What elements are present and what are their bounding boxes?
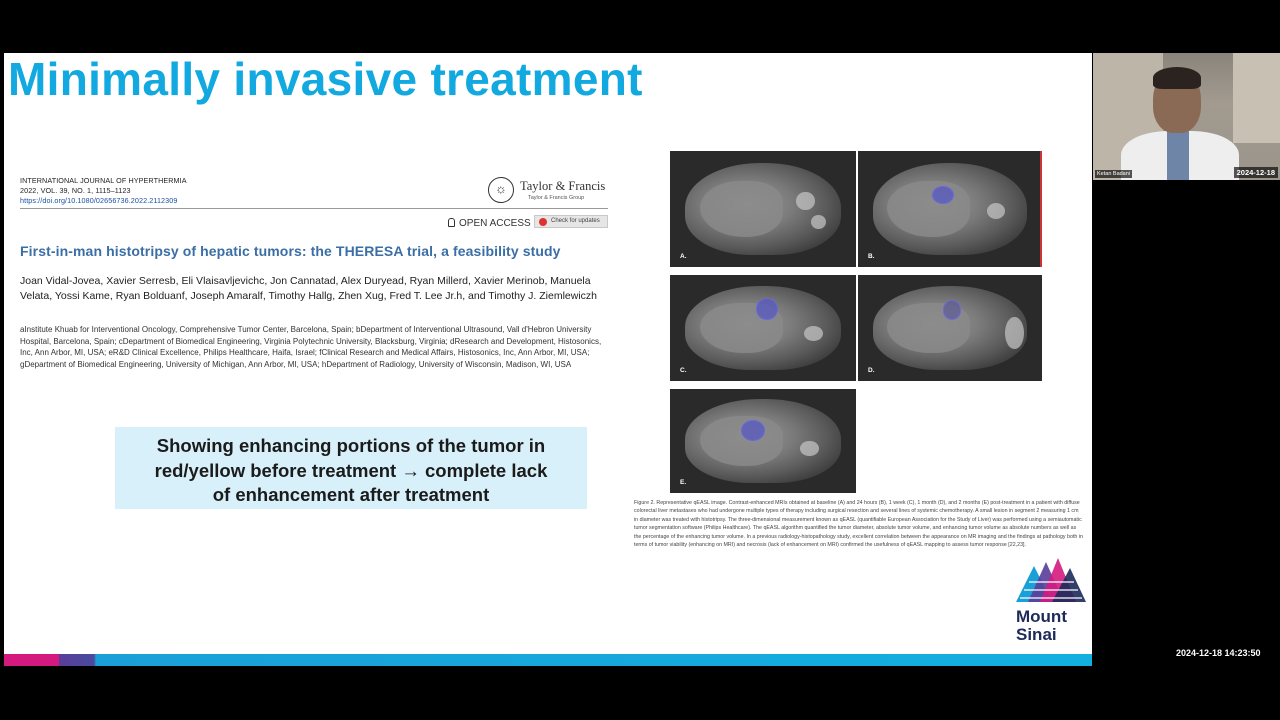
paper-title: First-in-man histotripsy of hepatic tumors: the THERESA trial, a feasibility study <box>20 243 561 259</box>
publisher-lamp-icon: ☼ <box>488 177 514 203</box>
paper-excerpt <box>20 173 610 413</box>
header-divider <box>20 208 608 209</box>
doi-link: https://doi.org/10.1080/02656736.2022.2112309 <box>20 196 178 205</box>
slide-title: Minimally invasive treatment <box>8 53 643 105</box>
open-lock-icon <box>448 218 455 227</box>
logo-line2: Sinai <box>1016 625 1057 644</box>
panel-label: A. <box>680 253 687 260</box>
open-access-badge <box>448 218 531 229</box>
mri-panel-b <box>858 151 1042 267</box>
mri-panel-a <box>670 151 856 267</box>
journal-name: INTERNATIONAL JOURNAL OF HYPERTHERMIA <box>20 176 187 185</box>
logo-line1: Mount <box>1016 607 1067 626</box>
panel-label: E. <box>680 479 687 486</box>
paper-authors: Joan Vidal-Jovea, Xavier Serresb, Eli Vlaisavljevichc, Jon Cannatad, Alex Duryead, Ryan Millerd, Xavier Merinob, Manuela Velata, Yossi Kame, Ryan Bolduanf, Joseph Amaralf, Timothy Hallg, Zhen Xug, Fred T. Lee Jr.h, and Timothy J. Ziemlewiczh <box>20 275 598 302</box>
panel-label: C. <box>680 367 687 374</box>
panel-label: D. <box>868 367 875 374</box>
taylor-francis-logo <box>488 175 608 205</box>
figure-caption: Figure 2. Representative qEASL image. Contrast-enhanced MRIs obtained at baseline (A) and 24 hours (B), 1 week (C), 1 month (D), and 2 months (E) post-treatment in a patient with diffuse colorectal liver metastases who had undergone multiple types of therapy including surgical resection and several lines of systemic chemotherapy. A small lesion in segment 2 measuring 1 cm in diameter was treated with histotripsy. The three-dimensional measurement known as qEASL (quantifiable European Association for the Study of Liver) was performed using a semiautomatic tumor segmentation software (Philips Healthcare). The qEASL algorithm quantified the tumor diameter, absolute tumor volume, and enhancing tumor volume as absolute numbers as well as the percentage of the enhancing tumor volume. In a previous radiology-histopathology study, excellent correlation between the appearance on MR imaging and the findings at pathology both in terms of tumor viability (enhancing on MRI) and necrosis (lack of enhancement on MRI) confirmed the usefulness of qEASL mapping to assess tumor response [22,23]. <box>634 500 1083 549</box>
publisher-name: Taylor & Francis <box>520 179 606 193</box>
logo-text <box>1016 608 1067 644</box>
callout-line: Showing enhancing portions of the tumor in <box>156 435 546 456</box>
slide-footer-bar <box>4 654 1092 666</box>
callout-line: of enhancement after treatment <box>212 484 490 505</box>
presentation-slide <box>4 53 1092 666</box>
journal-info <box>20 176 187 206</box>
panel-label: B. <box>868 253 875 260</box>
open-access-label: OPEN ACCESS <box>459 218 531 229</box>
paper-affiliations: aInstitute Khuab for Interventional Oncology, Comprehensive Tumor Center, Barcelona, Spain; bDepartment of Interventional Ultrasound, Vall d'Hebron University Hospital, Barcelona, Spain; cDepartment of Biomedical Engineering, Virginia Polytechnic University, Blacksburg, Virginia; dResearch and Development, Histosonics, Inc, Ann Arbor, MI, USA; eR&D Clinical Excellence, Philips Healthcare, Haifa, Israel; fClinical Research and Medical Affairs, Histosonics, Inc, Ann Arbor, MI, USA; gDepartment of Biomedical Engineering, University of Michigan, Ann Arbor, MI, USA; hDepartment of Radiology, University of Wisconsin, Madison, WI, USA <box>20 325 602 369</box>
callout-line: red/yellow before treatment → complete lack <box>154 459 548 481</box>
check-for-updates-badge <box>534 215 608 228</box>
crossmark-icon <box>539 218 547 226</box>
mount-sinai-logo <box>1016 558 1086 648</box>
mri-panel-e <box>670 389 856 493</box>
mount-sinai-mountains-icon <box>1016 558 1086 602</box>
webcam-video <box>1093 53 1280 180</box>
recording-timestamp: 2024-12-18 14:23:50 <box>1176 648 1261 658</box>
journal-volume: 2022, VOL. 39, NO. 1, 1115–1123 <box>20 186 131 195</box>
callout-box <box>115 427 587 509</box>
mri-panel-c <box>670 275 856 381</box>
webcam-date: 2024-12-18 <box>1234 167 1278 178</box>
mri-panel-d <box>858 275 1042 381</box>
check-updates-label: Check for updates <box>551 218 600 224</box>
publisher-sub: Taylor & Francis Group <box>528 195 585 201</box>
participant-name: Ketan Badani <box>1097 171 1131 177</box>
